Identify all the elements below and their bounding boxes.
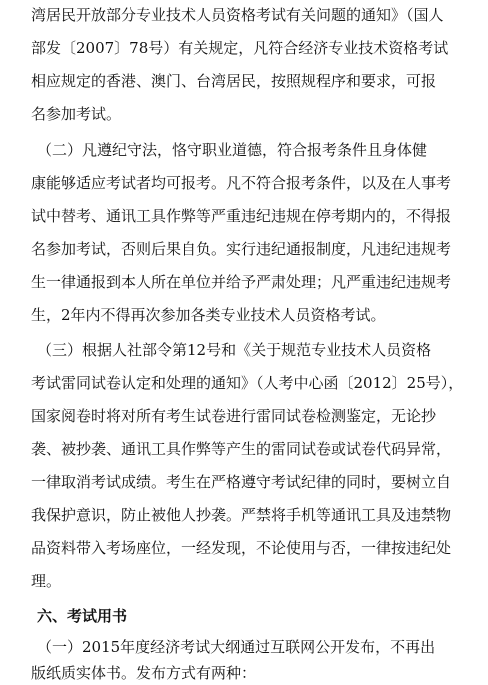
text-line: 名参加考试。 [31, 105, 122, 123]
text-line: 生一律通报到本人所在单位并给予严肃处理；凡严重违纪违规考 [31, 273, 452, 291]
text-line: 袭、被抄袭、通讯工具作弊等产生的雷同试卷或试卷代码异常， [31, 440, 452, 458]
text-line: 生，2年内不得再次参加各类专业技术人员资格考试。 [31, 306, 386, 324]
text-line: 一律取消考试成绩。考生在严格遵守考试纪律的同时，要树立自 [31, 473, 452, 491]
text-line: 试中替考、通讯工具作弊等严重违纪违规在停考期内的，不得报 [31, 207, 452, 225]
text-line: 理。 [31, 572, 62, 590]
text-line: 我保护意识，防止被他人抄袭。严禁将手机等通讯工具及违禁物 [31, 506, 452, 524]
text-line: 国家阅卷时将对所有考生试卷进行雷同试卷检测鉴定，无论抄 [31, 407, 437, 425]
text-line: 名参加考试，否则后果自负。实行违纪通报制度，凡违纪违规考 [31, 240, 452, 258]
text-line: 部发〔2007〕78号）有关规定，凡符合经济专业技术资格考试 [31, 39, 449, 57]
text-line: 考试雷同试卷认定和处理的通知》（人考中心函〔2012〕25号）， [31, 374, 464, 392]
text-line: （三）根据人社部令第12号和《关于规范专业技术人员资格 [37, 341, 432, 359]
section-heading: 六、考试用书 [37, 607, 128, 625]
text-line: 版纸质实体书。发布方式有两种： [31, 664, 257, 682]
text-line: 相应规定的香港、澳门、台湾居民，按照规程序和要求，可报 [31, 72, 437, 90]
text-line: （二）凡遵纪守法，恪守职业道德，符合报考条件且身体健 [37, 141, 428, 159]
text-line: （一）2015年度经济考试大纲通过互联网公开发布，不再出 [37, 638, 436, 656]
text-line: 湾居民开放部分专业技术人员资格考试有关问题的通知》（国人 [31, 6, 444, 24]
text-line: 康能够适应考试者均可报考。凡不符合报考条件，以及在人事考 [31, 174, 452, 192]
text-line: 品资料带入考场座位，一经发现，不论使用与否，一律按违纪处 [31, 539, 452, 557]
